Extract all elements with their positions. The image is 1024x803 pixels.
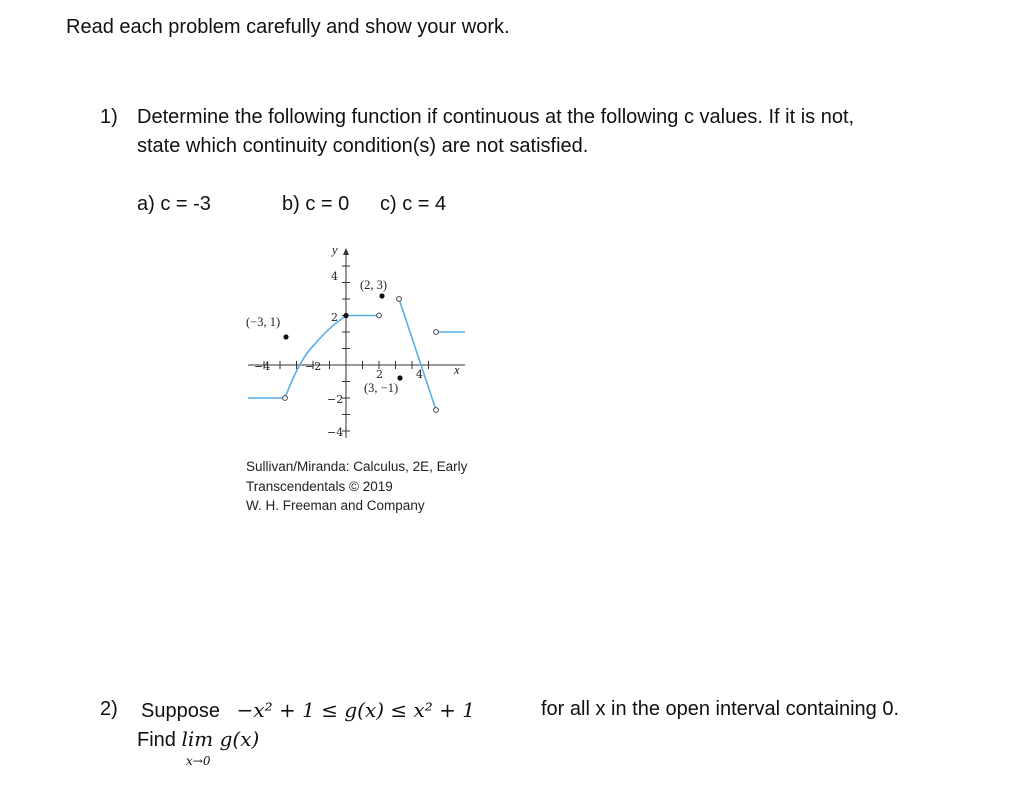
problem-1-text-line2: state which continuity condition(s) are not satisfied. [137, 135, 589, 157]
label-point-neg3-1: (−3, 1) [246, 315, 281, 329]
filled-point-0-2 [343, 313, 348, 318]
part-a: a) c = -3 [137, 193, 211, 215]
y-axis-arrow [343, 248, 349, 255]
x-tick-neg2: −2 [305, 360, 322, 373]
open-point-left [283, 396, 288, 401]
problem-2-find [137, 727, 259, 752]
segment-falling [399, 299, 436, 410]
part-c: c) c = 4 [380, 193, 447, 215]
problem-2-find-label: Find [137, 729, 176, 751]
problem-2-condition: for all x in the open interval containing 0. [541, 698, 899, 720]
y-tick-4: 4 [331, 270, 338, 283]
label-point-3-neg1: (3, −1) [364, 381, 399, 395]
credit-line-2: Transcendentals © 2019 [246, 479, 393, 494]
problem-2-limit-subscript: x→0 [186, 754, 211, 768]
x-tick-2: 2 [376, 368, 383, 381]
problem-1-text-line1: Determine the following function if continuous at the following c values. If it is not, [137, 106, 855, 128]
open-point-flat-end [377, 313, 382, 318]
open-point-right [434, 330, 439, 335]
filled-point-3-neg1 [397, 375, 402, 380]
filled-point-neg3-1 [283, 334, 288, 339]
y-tick-neg4: −4 [327, 426, 344, 439]
x-axis-label: x [454, 363, 460, 377]
problem-1-number: 1) [100, 106, 118, 128]
open-point-bottom [434, 408, 439, 413]
y-tick-2: 2 [331, 311, 338, 324]
x-tick-4: 4 [416, 368, 423, 381]
label-point-2-3: (2, 3) [360, 278, 388, 292]
credit-line-3: W. H. Freeman and Company [246, 498, 425, 513]
problem-2-limit: lim g(x) [181, 727, 260, 751]
problem-2-suppose: Suppose [141, 700, 220, 722]
instructions: Read each problem carefully and show your work. [66, 16, 510, 38]
part-b: b) c = 0 [282, 193, 350, 215]
x-tick-neg4: −4 [254, 360, 271, 373]
curve-rising [285, 316, 346, 398]
credit-line-1: Sullivan/Miranda: Calculus, 2E, Early [246, 459, 468, 474]
function-graph [240, 240, 480, 450]
problem-2-number: 2) [100, 698, 118, 720]
problem-2-inequality: −x² + 1 ≤ g(x) ≤ x² + 1 [236, 698, 476, 722]
open-point-top [397, 297, 402, 302]
filled-point-2-3 [379, 293, 384, 298]
problem-2-sentence [141, 698, 475, 723]
y-axis-label: y [332, 243, 338, 257]
y-tick-neg2: −2 [327, 393, 344, 406]
